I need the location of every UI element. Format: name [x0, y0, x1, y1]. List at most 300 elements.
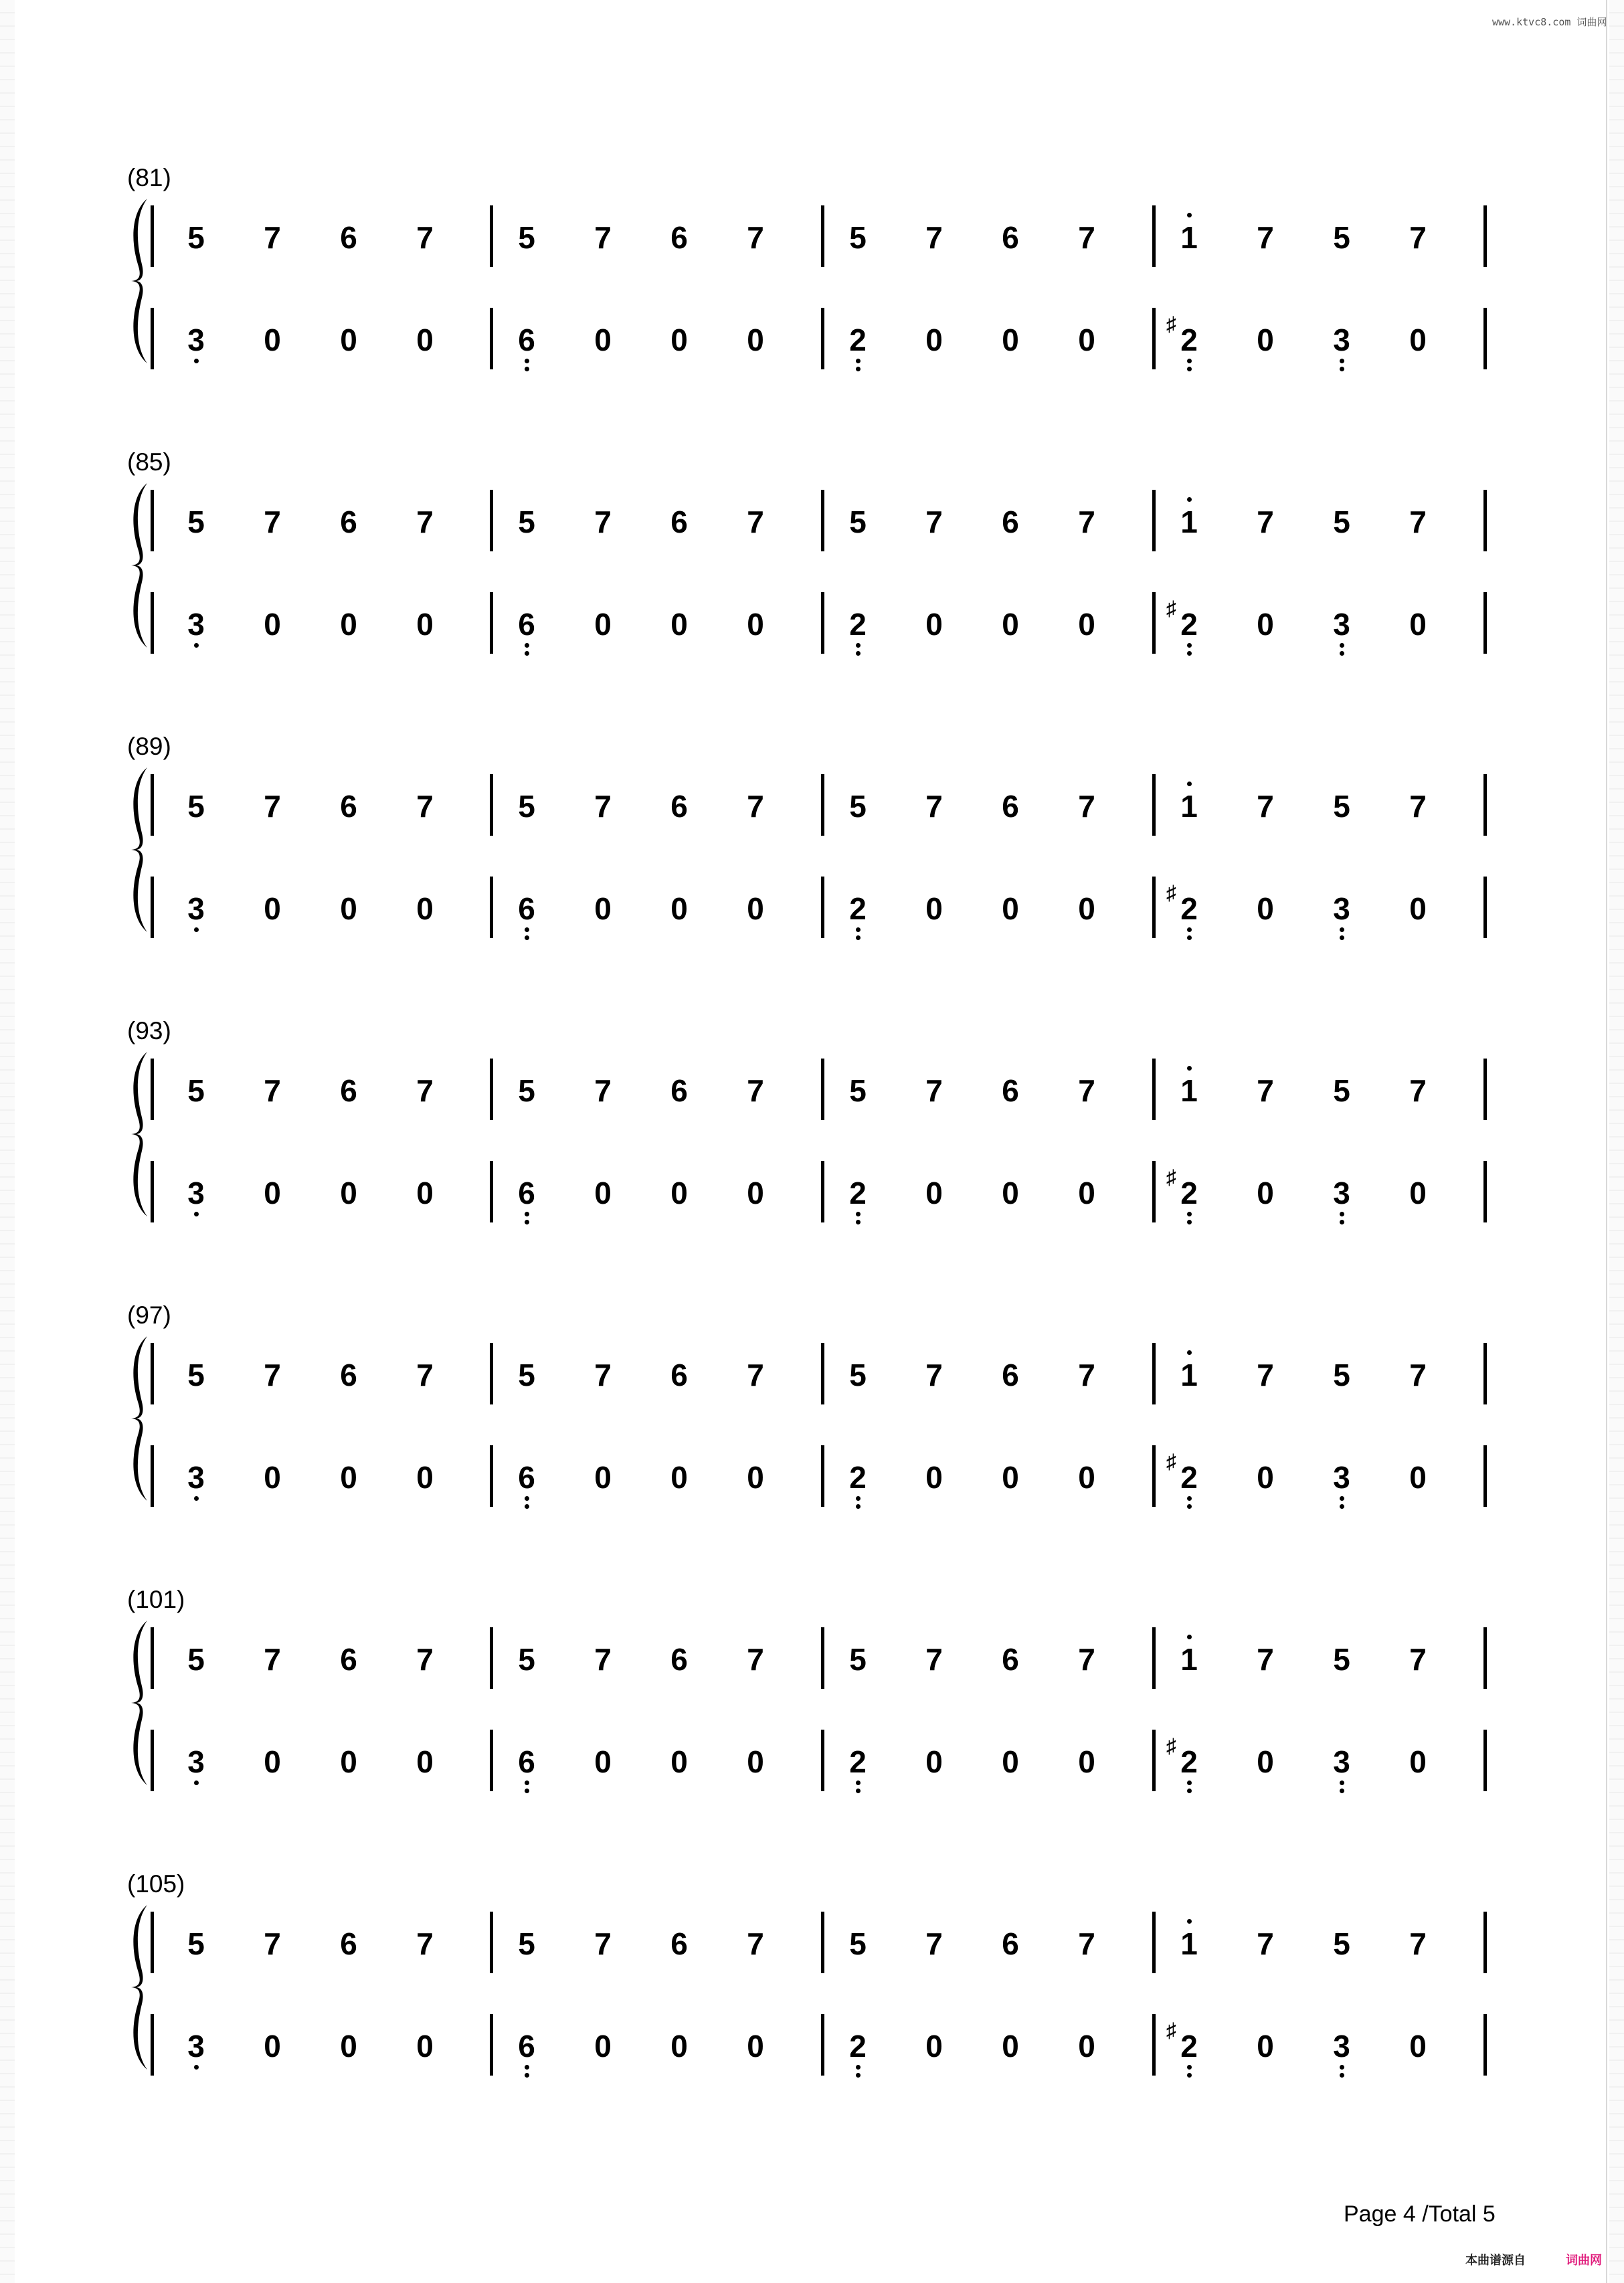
- sharp-icon: ♯: [1166, 2019, 1176, 2041]
- octave-dot: [856, 1496, 861, 1501]
- octave-dot: [194, 1496, 199, 1501]
- upper-note: 7: [1409, 220, 1427, 255]
- lower-note: 0: [1257, 1744, 1274, 1779]
- lower-note: 3: [187, 891, 205, 926]
- upper-note: 7: [1078, 1358, 1095, 1392]
- lower-note: 6: [518, 607, 535, 642]
- lower-note: 2: [1180, 1460, 1198, 1495]
- system-start-barline: [151, 1161, 154, 1222]
- upper-note: 5: [187, 1073, 205, 1108]
- upper-note: 7: [416, 220, 434, 255]
- barline: [1152, 308, 1156, 369]
- lower-note: 0: [1257, 607, 1274, 642]
- upper-note: 7: [1409, 1073, 1427, 1108]
- octave-dot: [856, 2073, 861, 2078]
- upper-note: 7: [1409, 789, 1427, 824]
- octave-dot: [856, 1504, 861, 1509]
- upper-note: 5: [187, 220, 205, 255]
- octave-dot: [1187, 1780, 1192, 1785]
- upper-note: 6: [1002, 220, 1019, 255]
- octave-dot: [1187, 2073, 1192, 2078]
- lower-note: 0: [1002, 323, 1019, 357]
- upper-note: 7: [264, 1073, 281, 1108]
- upper-note: 7: [264, 1642, 281, 1677]
- score-system: [0, 164, 1624, 365]
- upper-note: 6: [340, 1358, 357, 1392]
- octave-dot: [525, 935, 529, 940]
- upper-note: 5: [518, 1926, 535, 1961]
- barline: [490, 1343, 493, 1404]
- lower-note: 6: [518, 891, 535, 926]
- octave-dot: [1187, 1212, 1192, 1216]
- barline: [1483, 1912, 1487, 1973]
- lower-note: 0: [264, 1744, 281, 1779]
- sharp-icon: ♯: [1166, 1166, 1176, 1188]
- octave-dot: [525, 367, 529, 371]
- brace-icon: [127, 1619, 154, 1787]
- barline: [821, 1627, 824, 1689]
- lower-note: 0: [747, 607, 764, 642]
- octave-dot: [1187, 651, 1192, 656]
- lower-note: 0: [925, 323, 943, 357]
- upper-note: 7: [264, 1358, 281, 1392]
- upper-note: 5: [1333, 220, 1350, 255]
- barline: [490, 490, 493, 551]
- lower-note: 0: [747, 1460, 764, 1495]
- upper-note: 7: [264, 505, 281, 539]
- octave-dot: [1340, 2073, 1344, 2078]
- barline: [1152, 1912, 1156, 1973]
- upper-note: 6: [670, 789, 688, 824]
- upper-note: 7: [594, 1926, 612, 1961]
- measure-number: (101): [127, 1586, 185, 1613]
- barline: [490, 1445, 493, 1507]
- sharp-icon: ♯: [1166, 598, 1176, 620]
- barline: [821, 2014, 824, 2076]
- octave-dot: [525, 2065, 529, 2070]
- lower-note: 3: [1333, 607, 1350, 642]
- lower-note: 0: [1002, 891, 1019, 926]
- barline: [821, 1912, 824, 1973]
- upper-note: 5: [187, 789, 205, 824]
- sharp-icon: ♯: [1166, 1735, 1176, 1757]
- lower-note: 2: [1180, 2029, 1198, 2064]
- barline: [821, 1445, 824, 1507]
- barline: [821, 1161, 824, 1222]
- upper-note: 7: [1257, 1926, 1274, 1961]
- lower-note: 0: [416, 1744, 434, 1779]
- barline: [821, 308, 824, 369]
- lower-note: 0: [416, 1176, 434, 1210]
- lower-note: 0: [670, 1176, 688, 1210]
- barline: [1152, 877, 1156, 938]
- octave-dot: [1187, 1919, 1192, 1924]
- upper-note: 7: [1078, 1926, 1095, 1961]
- barline: [490, 1059, 493, 1120]
- octave-dot: [856, 1220, 861, 1224]
- upper-note: 1: [1180, 1642, 1198, 1677]
- lower-note: 3: [1333, 2029, 1350, 2064]
- system-start-barline: [151, 205, 154, 267]
- upper-note: 6: [670, 1358, 688, 1392]
- upper-note: 7: [1257, 789, 1274, 824]
- upper-note: 6: [340, 1926, 357, 1961]
- lower-note: 0: [925, 607, 943, 642]
- octave-dot: [194, 1212, 199, 1216]
- lower-note: 3: [187, 323, 205, 357]
- upper-note: 7: [264, 789, 281, 824]
- octave-dot: [856, 935, 861, 940]
- lower-note: 0: [1078, 2029, 1095, 2064]
- barline: [1483, 1445, 1487, 1507]
- upper-note: 7: [594, 1358, 612, 1392]
- upper-note: 1: [1180, 789, 1198, 824]
- lower-note: 0: [416, 323, 434, 357]
- upper-note: 5: [187, 1642, 205, 1677]
- upper-note: 7: [1257, 1073, 1274, 1108]
- lower-note: 0: [670, 1460, 688, 1495]
- upper-note: 7: [1409, 1926, 1427, 1961]
- system-start-barline: [151, 877, 154, 938]
- upper-note: 7: [594, 505, 612, 539]
- barline: [490, 774, 493, 836]
- lower-note: 0: [264, 1460, 281, 1495]
- lower-note: 0: [340, 607, 357, 642]
- lower-note: 0: [747, 2029, 764, 2064]
- lower-note: 0: [416, 607, 434, 642]
- upper-note: 5: [1333, 1073, 1350, 1108]
- upper-note: 6: [340, 505, 357, 539]
- upper-note: 7: [1257, 505, 1274, 539]
- barline: [1483, 877, 1487, 938]
- upper-note: 7: [1257, 1642, 1274, 1677]
- upper-note: 5: [1333, 1926, 1350, 1961]
- lower-note: 0: [340, 2029, 357, 2064]
- upper-note: 6: [670, 1642, 688, 1677]
- lower-note: 0: [925, 2029, 943, 2064]
- upper-note: 6: [1002, 505, 1019, 539]
- octave-dot: [194, 1780, 199, 1785]
- lower-note: 0: [1078, 891, 1095, 926]
- barline: [1483, 592, 1487, 654]
- barline: [1483, 1161, 1487, 1222]
- lower-note: 0: [1409, 1460, 1427, 1495]
- lower-note: 0: [594, 323, 612, 357]
- upper-note: 6: [1002, 1642, 1019, 1677]
- brace-icon: [127, 1904, 154, 2071]
- octave-dot: [856, 1789, 861, 1793]
- barline: [821, 592, 824, 654]
- upper-note: 6: [670, 1073, 688, 1108]
- page-indicator: Page 4 /Total 5: [1344, 2201, 1496, 2227]
- lower-note: 0: [925, 1744, 943, 1779]
- octave-dot: [1340, 2065, 1344, 2070]
- upper-note: 5: [518, 505, 535, 539]
- lower-note: 3: [187, 1176, 205, 1210]
- octave-dot: [525, 643, 529, 648]
- upper-note: 6: [670, 505, 688, 539]
- lower-note: 3: [187, 1460, 205, 1495]
- upper-note: 5: [849, 220, 867, 255]
- lower-note: 0: [925, 891, 943, 926]
- upper-note: 5: [1333, 505, 1350, 539]
- upper-note: 1: [1180, 1926, 1198, 1961]
- lower-note: 0: [670, 2029, 688, 2064]
- score-system: [0, 1870, 1624, 2071]
- system-start-barline: [151, 308, 154, 369]
- octave-dot: [1340, 1504, 1344, 1509]
- lower-note: 2: [849, 1744, 867, 1779]
- lower-note: 0: [1078, 323, 1095, 357]
- octave-dot: [525, 2073, 529, 2078]
- upper-note: 7: [925, 505, 943, 539]
- upper-note: 7: [1257, 1358, 1274, 1392]
- lower-note: 0: [1078, 1460, 1095, 1495]
- octave-dot: [194, 359, 199, 363]
- upper-note: 7: [594, 1073, 612, 1108]
- upper-note: 7: [1078, 505, 1095, 539]
- octave-dot: [1187, 935, 1192, 940]
- site-logo: 词曲网: [1566, 2254, 1602, 2267]
- upper-note: 7: [416, 789, 434, 824]
- upper-note: 7: [1078, 789, 1095, 824]
- measure-number: (93): [127, 1017, 171, 1044]
- upper-note: 7: [416, 1073, 434, 1108]
- octave-dot: [1187, 367, 1192, 371]
- octave-dot: [856, 651, 861, 656]
- barline: [490, 2014, 493, 2076]
- barline: [821, 1059, 824, 1120]
- barline: [1152, 490, 1156, 551]
- octave-dot: [856, 927, 861, 932]
- octave-dot: [1340, 1220, 1344, 1224]
- source-label: 本曲谱源自: [1465, 2254, 1526, 2267]
- lower-note: 0: [340, 1176, 357, 1210]
- upper-note: 5: [518, 220, 535, 255]
- lower-note: 0: [264, 323, 281, 357]
- barline: [1483, 205, 1487, 267]
- octave-dot: [1187, 927, 1192, 932]
- lower-note: 2: [1180, 891, 1198, 926]
- barline: [1152, 592, 1156, 654]
- barline: [1483, 1627, 1487, 1689]
- upper-note: 7: [747, 505, 764, 539]
- lower-note: 0: [594, 2029, 612, 2064]
- upper-note: 7: [1409, 505, 1427, 539]
- upper-note: 6: [1002, 1926, 1019, 1961]
- upper-note: 6: [670, 1926, 688, 1961]
- barline: [490, 205, 493, 267]
- measure-number: (97): [127, 1301, 171, 1329]
- upper-note: 5: [849, 789, 867, 824]
- upper-note: 7: [594, 789, 612, 824]
- octave-dot: [856, 1212, 861, 1216]
- lower-note: 0: [594, 1744, 612, 1779]
- lower-note: 3: [187, 1744, 205, 1779]
- lower-note: 2: [849, 323, 867, 357]
- upper-note: 7: [1078, 1073, 1095, 1108]
- octave-dot: [856, 2065, 861, 2070]
- lower-note: 0: [264, 2029, 281, 2064]
- upper-note: 5: [518, 789, 535, 824]
- octave-dot: [856, 1780, 861, 1785]
- octave-dot: [194, 2065, 199, 2070]
- upper-note: 5: [849, 1358, 867, 1392]
- lower-note: 0: [264, 1176, 281, 1210]
- upper-note: 7: [264, 220, 281, 255]
- brace-icon: [127, 1051, 154, 1218]
- barline: [490, 1627, 493, 1689]
- octave-dot: [1187, 1350, 1192, 1355]
- upper-note: 7: [594, 1642, 612, 1677]
- lower-note: 6: [518, 323, 535, 357]
- lower-note: 0: [925, 1176, 943, 1210]
- lower-note: 6: [518, 1460, 535, 1495]
- lower-note: 0: [747, 891, 764, 926]
- octave-dot: [194, 927, 199, 932]
- octave-dot: [1340, 643, 1344, 648]
- octave-dot: [1187, 1066, 1192, 1071]
- upper-note: 7: [1078, 1642, 1095, 1677]
- measure-number: (81): [127, 164, 171, 191]
- lower-note: 0: [1257, 1460, 1274, 1495]
- octave-dot: [1340, 1496, 1344, 1501]
- upper-note: 5: [849, 505, 867, 539]
- octave-dot: [1187, 497, 1192, 502]
- lower-note: 3: [1333, 1460, 1350, 1495]
- lower-note: 0: [340, 1460, 357, 1495]
- upper-note: 1: [1180, 1358, 1198, 1392]
- upper-note: 7: [264, 1926, 281, 1961]
- lower-note: 0: [747, 1744, 764, 1779]
- barline: [1152, 1627, 1156, 1689]
- lower-note: 2: [849, 1460, 867, 1495]
- barline: [821, 1730, 824, 1791]
- lower-note: 0: [340, 323, 357, 357]
- octave-dot: [1340, 651, 1344, 656]
- barline: [1152, 205, 1156, 267]
- lower-note: 3: [1333, 1744, 1350, 1779]
- barline: [490, 592, 493, 654]
- brace-icon: [127, 1335, 154, 1502]
- system-start-barline: [151, 2014, 154, 2076]
- barline: [1483, 1059, 1487, 1120]
- upper-note: 7: [925, 1073, 943, 1108]
- upper-note: 6: [1002, 1073, 1019, 1108]
- lower-note: 0: [264, 607, 281, 642]
- brace-icon: [127, 197, 154, 365]
- lower-note: 0: [340, 891, 357, 926]
- octave-dot: [1340, 1212, 1344, 1216]
- lower-note: 0: [1002, 1460, 1019, 1495]
- lower-note: 0: [747, 1176, 764, 1210]
- sharp-icon: ♯: [1166, 882, 1176, 904]
- barline: [1483, 1730, 1487, 1791]
- measure-number: (85): [127, 448, 171, 476]
- upper-note: 5: [849, 1926, 867, 1961]
- upper-note: 6: [340, 220, 357, 255]
- upper-note: 5: [849, 1642, 867, 1677]
- lower-note: 6: [518, 2029, 535, 2064]
- lower-note: 0: [1409, 607, 1427, 642]
- lower-note: 0: [670, 1744, 688, 1779]
- lower-note: 2: [849, 891, 867, 926]
- upper-note: 7: [416, 1358, 434, 1392]
- upper-note: 5: [187, 1358, 205, 1392]
- octave-dot: [1187, 213, 1192, 217]
- lower-note: 0: [594, 1460, 612, 1495]
- lower-note: 0: [1002, 607, 1019, 642]
- octave-dot: [1340, 935, 1344, 940]
- upper-note: 7: [416, 1926, 434, 1961]
- upper-note: 5: [518, 1642, 535, 1677]
- system-start-barline: [151, 1912, 154, 1973]
- upper-note: 7: [925, 220, 943, 255]
- barline: [1152, 1161, 1156, 1222]
- upper-note: 5: [187, 505, 205, 539]
- octave-dot: [1187, 782, 1192, 786]
- octave-dot: [1187, 1635, 1192, 1639]
- lower-note: 0: [1002, 2029, 1019, 2064]
- sharp-icon: ♯: [1166, 1451, 1176, 1473]
- octave-dot: [1340, 1780, 1344, 1785]
- measure-number: (105): [127, 1870, 185, 1898]
- lower-note: 0: [1409, 323, 1427, 357]
- lower-note: 2: [1180, 1176, 1198, 1210]
- octave-dot: [525, 1496, 529, 1501]
- barline: [1152, 1445, 1156, 1507]
- lower-note: 0: [1257, 1176, 1274, 1210]
- upper-note: 7: [925, 1926, 943, 1961]
- score-system: [0, 733, 1624, 933]
- barline: [821, 205, 824, 267]
- brace-icon: [127, 482, 154, 649]
- lower-note: 2: [849, 607, 867, 642]
- upper-note: 7: [925, 789, 943, 824]
- upper-note: 5: [187, 1926, 205, 1961]
- lower-note: 3: [187, 2029, 205, 2064]
- upper-note: 7: [925, 1358, 943, 1392]
- system-start-barline: [151, 1343, 154, 1404]
- barline: [1483, 1343, 1487, 1404]
- lower-note: 0: [416, 2029, 434, 2064]
- lower-note: 0: [264, 891, 281, 926]
- lower-note: 0: [1409, 1176, 1427, 1210]
- lower-note: 0: [1257, 2029, 1274, 2064]
- lower-note: 2: [1180, 323, 1198, 357]
- lower-note: 6: [518, 1744, 535, 1779]
- system-start-barline: [151, 774, 154, 836]
- octave-dot: [1187, 2065, 1192, 2070]
- system-start-barline: [151, 1445, 154, 1507]
- site-url: www.ktvc8.com 词曲网: [1492, 16, 1607, 28]
- lower-note: 6: [518, 1176, 535, 1210]
- octave-dot: [1340, 927, 1344, 932]
- upper-note: 7: [747, 1073, 764, 1108]
- upper-note: 7: [747, 220, 764, 255]
- lower-note: 0: [1409, 1744, 1427, 1779]
- upper-note: 6: [1002, 1358, 1019, 1392]
- barline: [1152, 1730, 1156, 1791]
- lower-note: 0: [1078, 1744, 1095, 1779]
- octave-dot: [1187, 1220, 1192, 1224]
- lower-note: 0: [1257, 323, 1274, 357]
- lower-note: 0: [1002, 1744, 1019, 1779]
- octave-dot: [1187, 643, 1192, 648]
- upper-note: 5: [849, 1073, 867, 1108]
- octave-dot: [1187, 1789, 1192, 1793]
- barline: [490, 877, 493, 938]
